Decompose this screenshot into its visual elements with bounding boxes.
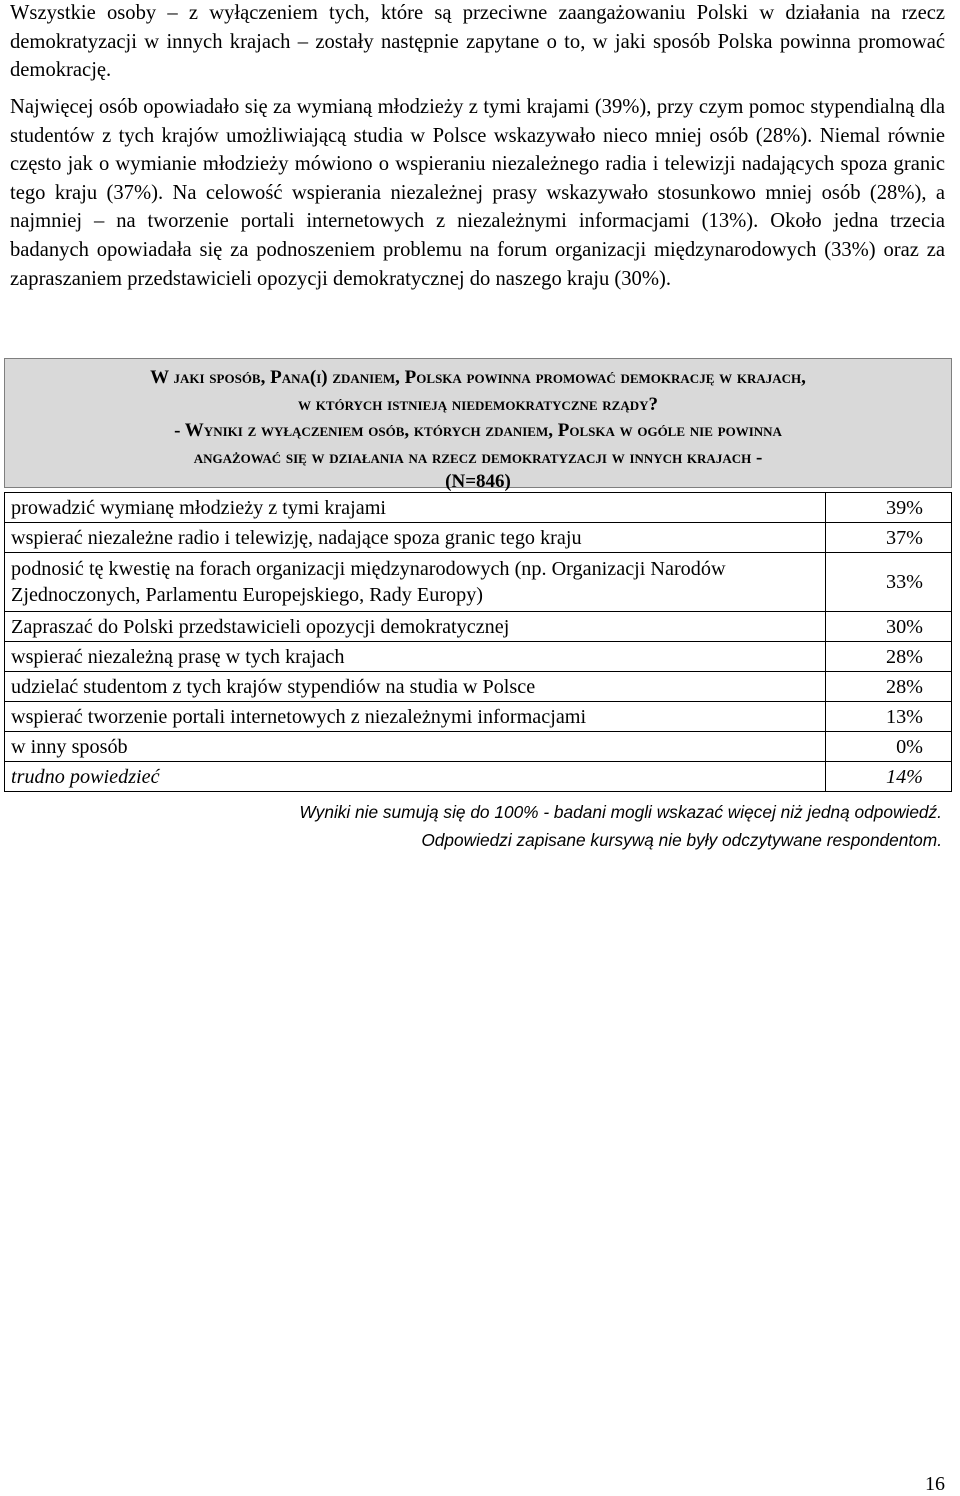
row-value: 30% <box>825 612 951 642</box>
findings-paragraph: Najwięcej osób opowiadało się za wymianą młodzieży z tymi krajami (39%), przy czym pomoc stypendialną dla studentów z tych krajów umożliwiającą studia w Polsce wskazywało nieco mniej osób (28%). Niemal równie często jak o wymianie młodzieży mówiono o wspieraniu niezależnego radia i telewizji nadających spoza granic tego kraju (37%). Na celowość wspierania niezależnej prasy wskazywało stosunkowo mniej osób (28%), a najmniej – na tworzenie portali internetowych z niezależnymi informacjami (13%). Około jedna trzecia badanych opowiadała się za podnoszeniem problemu na forum organizacji międzynarodowych (33%) oraz za zapraszaniem przedstawicieli opozycji demokratycznej do naszego kraju (30%). <box>10 96 945 290</box>
row-label: wspierać tworzenie portali internetowych z niezależnymi informacjami <box>5 702 826 732</box>
row-label: prowadzić wymianę młodzieży z tymi krajami <box>5 493 826 523</box>
table-row <box>5 642 952 672</box>
row-value: 28% <box>825 672 951 702</box>
table-footnote: Wyniki nie sumują się do 100% - badani mogli wskazać więcej niż jedną odpowiedź. <box>299 802 942 822</box>
row-label: wspierać niezależne radio i telewizję, nadające spoza granic tego kraju <box>5 523 826 553</box>
row-value: 39% <box>825 493 951 523</box>
row-value: 28% <box>825 642 951 672</box>
row-label: podnosić tę kwestię na forach organizacji międzynarodowych (np. Organizacji Narodów Zjednoczonych, Parlamentu Europejskiego, Rady Europy) <box>5 553 826 612</box>
table-header <box>4 358 952 492</box>
page-number: 16 <box>925 1473 945 1495</box>
table-row <box>5 732 952 762</box>
table-sample-size: (N=846) <box>445 471 511 492</box>
row-value: 33% <box>825 553 951 612</box>
row-label: Zapraszać do Polski przedstawicieli opozycji demokratycznej <box>5 612 826 642</box>
table-row <box>5 493 952 523</box>
row-value: 14% <box>825 762 951 792</box>
table-row <box>5 523 952 553</box>
table-row <box>5 553 952 612</box>
table-row <box>5 612 952 642</box>
row-value: 0% <box>825 732 951 762</box>
intro-paragraph: Wszystkie osoby – z wyłączeniem tych, które są przeciwne zaangażowaniu Polski w działania na rzecz demokratyzacji w innych krajach – zostały następnie zapytane o to, w jaki sposób Polska powinna promować demokrację. <box>10 2 945 82</box>
row-label: udzielać studentom z tych krajów stypendiów na studia w Polsce <box>5 672 826 702</box>
table-question-line-1: W jaki sposób, Pana(i) zdaniem, Polska powinna promować demokrację w krajach, <box>150 367 806 388</box>
table-subtitle-line-1: - Wyniki z wyłączeniem osób, których zdaniem, Polska w ogóle nie powinna <box>174 420 782 441</box>
table-footnote: Odpowiedzi zapisane kursywą nie były odczytywane respondentom. <box>421 830 942 850</box>
table-subtitle-line-2: angażować się w działania na rzecz demokratyzacji w innych krajach - <box>193 446 763 468</box>
row-label: trudno powiedzieć <box>5 762 826 792</box>
row-value: 37% <box>825 523 951 553</box>
table-row <box>5 702 952 732</box>
table-row <box>5 762 952 792</box>
results-table <box>4 492 952 792</box>
table-question-line-2: w których istnieją niedemokratyczne rządy? <box>297 393 659 415</box>
row-value: 13% <box>825 702 951 732</box>
row-label: w inny sposób <box>5 732 826 762</box>
table-row <box>5 672 952 702</box>
row-label: wspierać niezależną prasę w tych krajach <box>5 642 826 672</box>
